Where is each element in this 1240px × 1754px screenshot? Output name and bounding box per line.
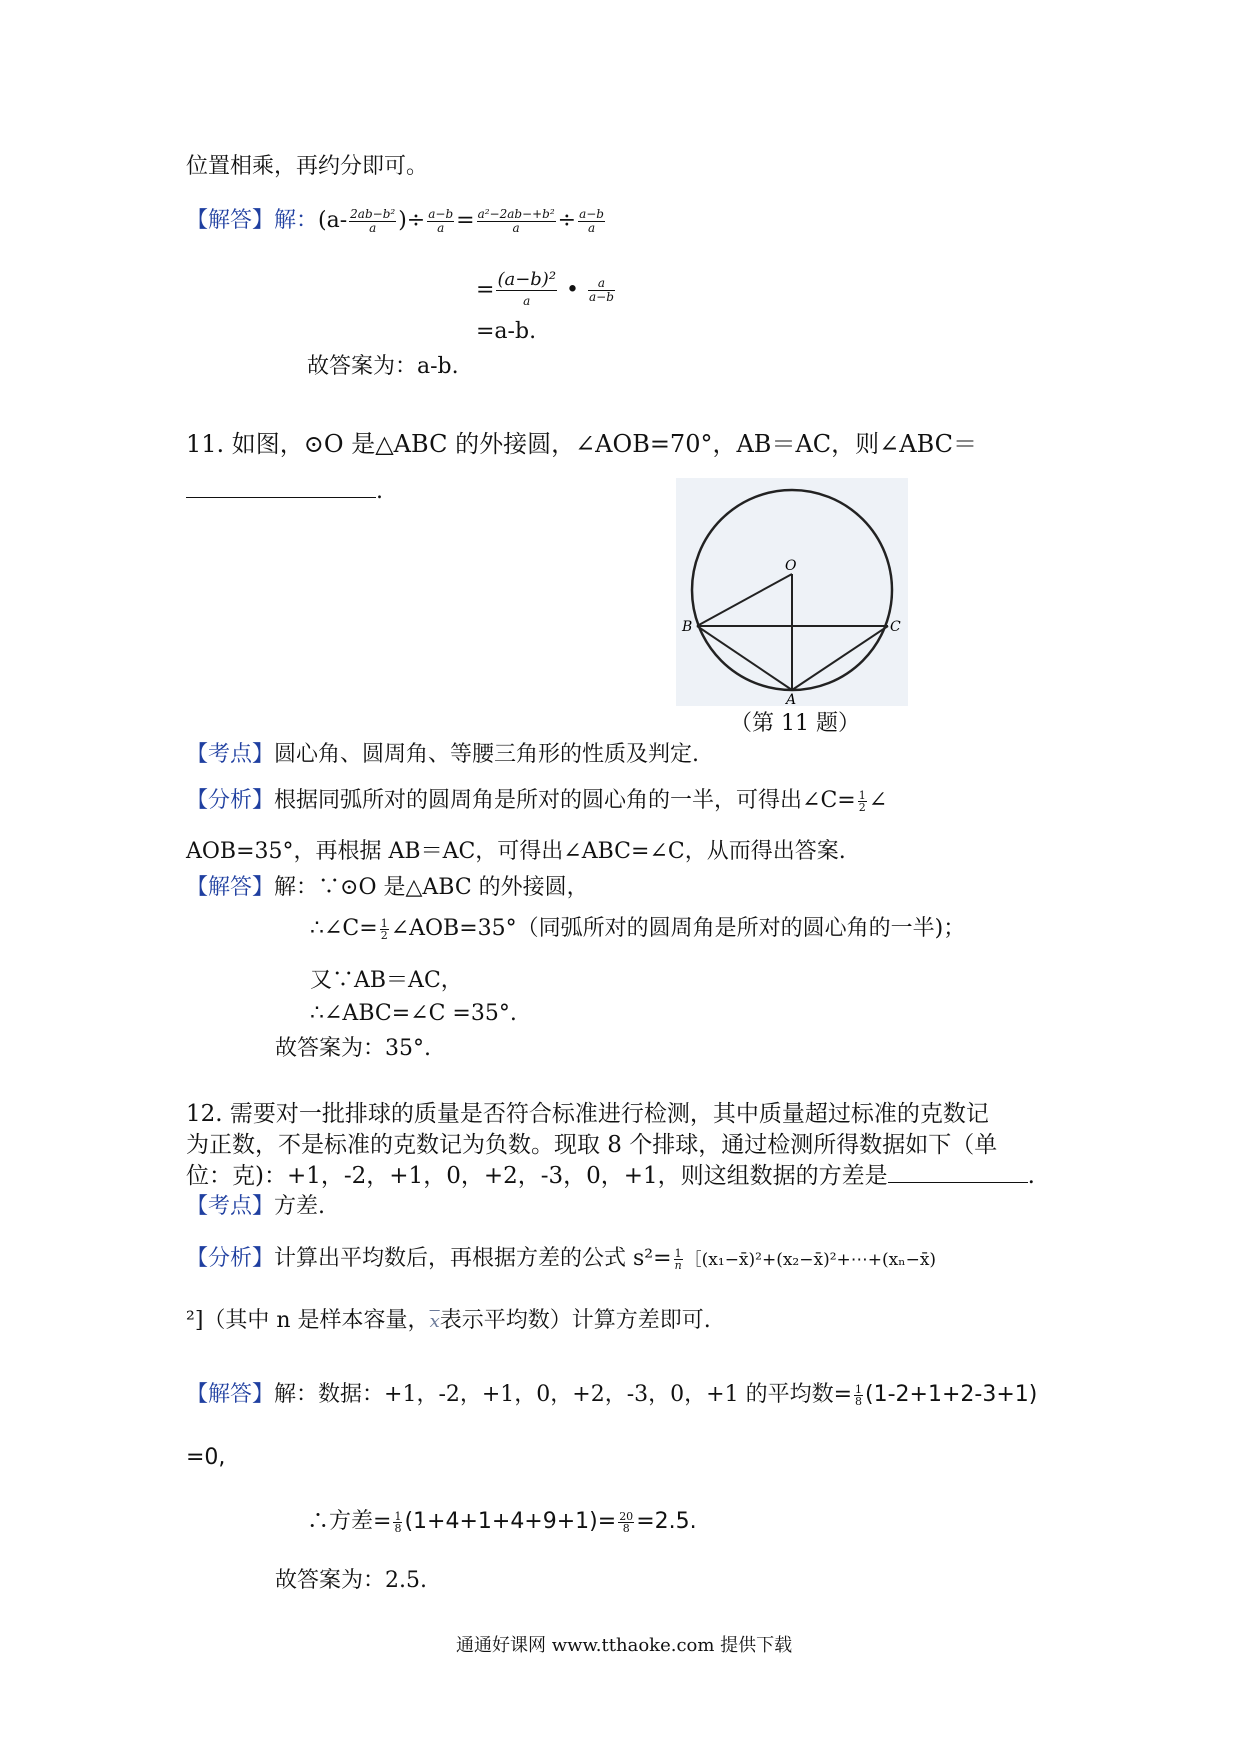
solution-text-b: (1-2+1+2-3+1) (865, 1382, 1038, 1407)
q10-final-answer: 故答案为：a-b. (307, 354, 459, 379)
solution-text-d: (1+4+1+4+9+1)= (404, 1509, 617, 1534)
fraction-6: $\frac{a}{a-b}$ (589, 276, 614, 304)
label-a: A (786, 692, 797, 706)
one-eighth-2: $\frac{1}{8}$ (394, 1509, 402, 1535)
q11-stem-line2 (186, 478, 383, 506)
fraction-2: $\frac{a-b}{a}$ (428, 206, 454, 235)
analysis-text-c: 表示平均数）计算方差即可. (439, 1308, 711, 1333)
q12-knowledge (186, 1193, 325, 1221)
analysis-tag: 【分析】 (186, 1246, 275, 1271)
figure-caption: （第 11 题） (730, 711, 860, 736)
q11-analysis-line1 (186, 787, 887, 815)
fraction-1: $\frac{\text{2ab−b²}}{a}$ (350, 206, 396, 235)
expr-open: (a- (318, 208, 348, 233)
label-c: C (890, 619, 901, 635)
q10-solution-line3: =a-b. (476, 319, 537, 344)
one-eighth: $\frac{1}{8}$ (855, 1382, 863, 1408)
q11-stem-line1: 11. 如图，⊙O 是△ABC 的外接圆，∠AOB=70°，AB＝AC，则∠ABC＝ (186, 430, 978, 458)
step2-eq: = (476, 277, 495, 303)
label-b: B (682, 619, 693, 635)
q12-solution-line2: =0, (186, 1445, 226, 1470)
fraction-4: $\frac{a-b}{a}$ (579, 206, 604, 235)
stem-end: . (376, 479, 383, 504)
solution-text-b: ∠AOB=35°（同弧所对的圆周角是所对的圆心角的一半)； (390, 916, 966, 941)
fraction-3: $\frac{\text{a²−2ab−+b²}}{a}$ (477, 206, 555, 235)
q11-final-answer: 故答案为：35°. (275, 1036, 431, 1061)
analysis-text-a: 计算出平均数后，再根据方差的公式 s²= (274, 1246, 672, 1271)
fraction-5: $\frac{\text{(a−b)²}}{a}$ (497, 269, 557, 308)
circle-figure (676, 478, 908, 706)
knowledge-tag: 【考点】 (186, 742, 275, 767)
answer-tag: 【解答】 (186, 875, 275, 900)
expr-eq: = (456, 208, 475, 233)
solution-text-a: ∴∠C= (310, 916, 378, 941)
knowledge-tag: 【考点】 (186, 1194, 275, 1219)
q11-solution-line4: ∴∠ABC=∠C =35°. (310, 1001, 517, 1026)
solution-text: 解：∵⊙O 是△ABC 的外接圆， (274, 875, 589, 900)
intro-line: 位置相乘，再约分即可。 (186, 154, 429, 179)
q12-stem-line3 (186, 1162, 1035, 1190)
answer-tag: 【解答】 (186, 208, 275, 233)
q11-analysis-line2: AOB=35°，再根据 AB＝AC，可得出∠ABC=∠C，从而得出答案. (186, 839, 846, 864)
q10-solution-line1 (186, 207, 607, 235)
analysis-text-a: 根据同弧所对的圆周角是所对的圆心角的一半，可得出∠C= (274, 788, 856, 813)
q11-solution-line2 (310, 915, 965, 943)
mean-symbol: $\overline{x}$ (429, 1311, 440, 1332)
analysis-tag: 【分析】 (186, 788, 275, 813)
q12-solution-line3 (307, 1508, 697, 1536)
mult-dot: • (566, 277, 580, 303)
expr-div2: ÷ (557, 208, 577, 233)
label-o: O (785, 558, 797, 574)
one-over-n: $\frac{1}{n}$ (674, 1246, 682, 1272)
answer-blank-2 (888, 1168, 1028, 1183)
solution-text-e: =2.5. (636, 1509, 697, 1534)
circle-diagram (676, 478, 908, 706)
q12-analysis-line1 (186, 1245, 936, 1274)
solution-text-a: 解：数据：+1，-2，+1，0，+2，-3，0，+1 的平均数= (274, 1382, 853, 1407)
knowledge-text: 圆心角、圆周角、等腰三角形的性质及判定. (274, 742, 700, 767)
variance-formula: ［(x₁−x̄)²+(x₂−x̄)²+⋯+(xₙ−x̄) (684, 1250, 937, 1270)
q10-solution-line2 (476, 270, 617, 311)
q12-analysis-line2 (186, 1307, 711, 1336)
stem-text: 位：克)：+1，-2，+1，0，+2，-3，0，+1，则这组数据的方差是 (186, 1163, 888, 1189)
solution-prefix: 解： (274, 208, 319, 233)
q12-stem-line2: 为正数，不是标准的克数记为负数。现取 8 个排球，通过检测所得数据如下（单 (186, 1132, 998, 1158)
answer-tag: 【解答】 (186, 1382, 275, 1407)
half-fraction: $\frac{1}{2}$ (858, 788, 866, 814)
q11-knowledge (186, 741, 699, 769)
q12-final-answer: 故答案为：2.5. (275, 1568, 427, 1593)
expr-div: )÷ (398, 208, 426, 233)
twenty-over-eight: $\frac{20}{8}$ (619, 1509, 634, 1535)
q12-solution-line1 (186, 1381, 1037, 1409)
half-fraction-2: $\frac{1}{2}$ (380, 916, 388, 942)
page-footer: 通通好课网 www.tthaoke.com 提供下载 (456, 1635, 793, 1656)
answer-blank (186, 483, 376, 498)
analysis-text-b: ²]（其中 n 是样本容量， (186, 1308, 430, 1333)
q11-solution-line3: 又∵AB＝AC， (310, 968, 463, 993)
knowledge-text: 方差. (274, 1194, 326, 1219)
stem-end: . (1027, 1163, 1035, 1189)
analysis-text-b: ∠ (868, 788, 888, 813)
q11-solution-line1 (186, 874, 589, 902)
q12-stem-line1: 12. 需要对一批排球的质量是否符合标准进行检测，其中质量超过标准的克数记 (186, 1101, 989, 1127)
solution-text-c: ∴方差= (307, 1509, 392, 1534)
